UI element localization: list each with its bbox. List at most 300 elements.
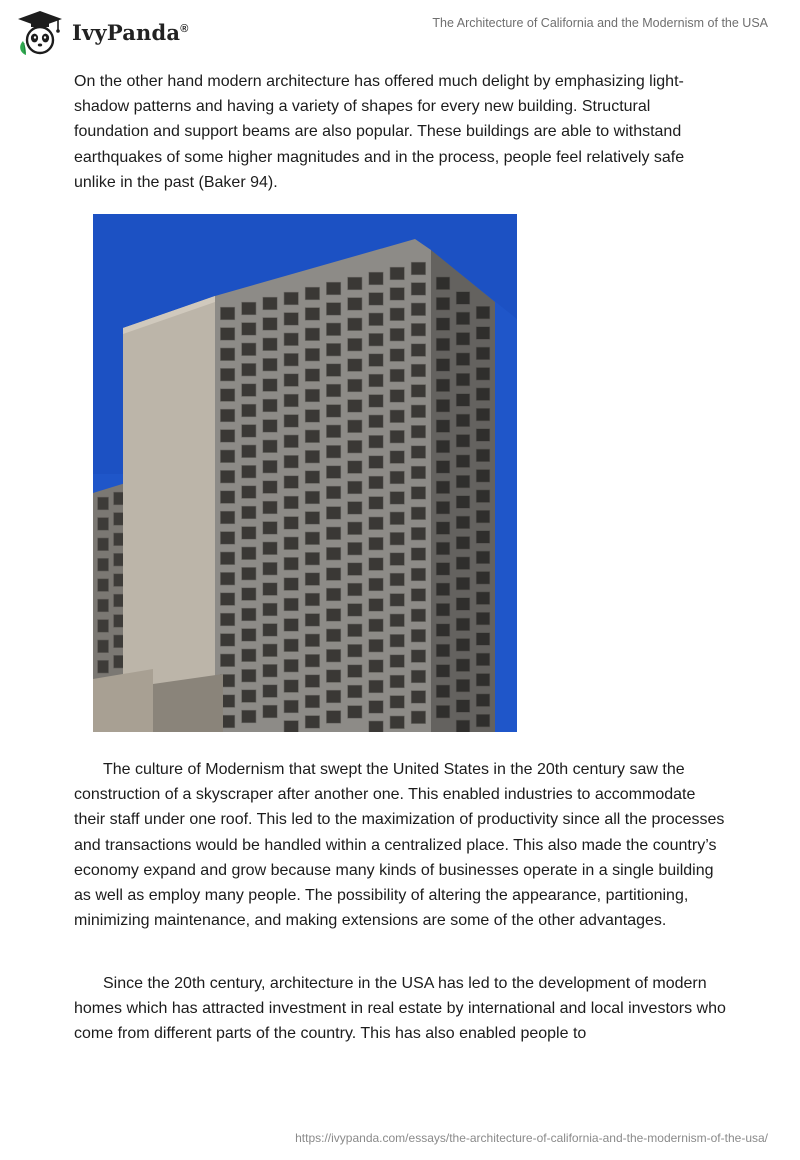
window: [242, 547, 256, 560]
window: [242, 690, 256, 703]
window: [326, 425, 340, 438]
window: [263, 522, 277, 535]
window: [326, 690, 340, 703]
window: [263, 440, 277, 453]
window: [456, 700, 470, 713]
window: [263, 624, 277, 637]
window: [305, 552, 319, 565]
window: [284, 476, 298, 489]
window: [476, 551, 490, 564]
window: [456, 394, 470, 407]
registered-mark: ®: [180, 22, 189, 35]
paragraph-text: Since the 20th century, architecture in the USA has led to the development of modern homes which has attracted investment in real estate by international and local investors who come from different parts of the country. This has also enabled people to: [74, 975, 726, 1043]
window: [456, 639, 470, 652]
window: [284, 496, 298, 509]
window: [390, 390, 404, 403]
window: [390, 634, 404, 647]
window: [436, 359, 450, 372]
window: [326, 445, 340, 458]
window: [456, 618, 470, 631]
window: [348, 706, 362, 719]
window: [436, 440, 450, 453]
window: [436, 501, 450, 514]
window: [369, 660, 383, 673]
window: [411, 568, 425, 581]
window: [326, 527, 340, 540]
window: [326, 405, 340, 418]
window: [456, 292, 470, 305]
window: [284, 415, 298, 428]
window: [305, 389, 319, 402]
window: [263, 338, 277, 351]
window: [456, 353, 470, 366]
window: [305, 573, 319, 586]
window: [456, 475, 470, 488]
window: [242, 404, 256, 417]
window: [284, 353, 298, 366]
window: [220, 634, 234, 647]
window: [326, 384, 340, 397]
window: [114, 533, 125, 546]
window: [263, 664, 277, 677]
window: [284, 374, 298, 387]
window: [456, 312, 470, 325]
window: [263, 460, 277, 473]
window: [476, 429, 490, 442]
window: [369, 374, 383, 387]
window: [326, 343, 340, 356]
window: [263, 358, 277, 371]
window: [305, 328, 319, 341]
window: [305, 716, 319, 729]
window: [411, 425, 425, 438]
window: [242, 669, 256, 682]
window: [326, 466, 340, 479]
brand-text: IvyPanda: [72, 19, 181, 45]
window: [390, 492, 404, 505]
window: [326, 629, 340, 642]
window: [411, 344, 425, 357]
window: [456, 333, 470, 346]
window: [284, 619, 298, 632]
building-image: [93, 214, 517, 732]
window: [242, 629, 256, 642]
window: [242, 527, 256, 540]
window: [390, 308, 404, 321]
window: [220, 511, 234, 524]
window: [348, 563, 362, 576]
window: [369, 497, 383, 510]
window: [436, 338, 450, 351]
window: [242, 384, 256, 397]
window: [390, 553, 404, 566]
window: [476, 449, 490, 462]
window: [476, 470, 490, 483]
window: [436, 705, 450, 718]
window: [456, 516, 470, 529]
page-header: [0, 0, 800, 60]
window: [369, 537, 383, 550]
window: [284, 598, 298, 611]
window: [114, 513, 125, 526]
body-paragraph-3: [74, 971, 726, 1047]
window: [305, 369, 319, 382]
window: [476, 633, 490, 646]
window: [411, 385, 425, 398]
window: [263, 379, 277, 392]
base-building: [93, 669, 153, 732]
window: [476, 531, 490, 544]
window: [263, 318, 277, 331]
window: [326, 303, 340, 316]
window: [284, 578, 298, 591]
window: [326, 609, 340, 622]
window: [220, 409, 234, 422]
window: [242, 486, 256, 499]
window: [411, 364, 425, 377]
window: [284, 639, 298, 652]
window: [348, 461, 362, 474]
window: [220, 307, 234, 320]
window: [305, 532, 319, 545]
window: [390, 288, 404, 301]
window: [305, 308, 319, 321]
window: [476, 490, 490, 503]
window: [114, 615, 125, 628]
window: [98, 660, 109, 673]
window: [263, 399, 277, 412]
window: [436, 420, 450, 433]
window: [263, 562, 277, 575]
window: [476, 388, 490, 401]
window: [326, 323, 340, 336]
window: [436, 624, 450, 637]
window: [305, 695, 319, 708]
window: [456, 455, 470, 468]
window: [284, 313, 298, 326]
window: [326, 711, 340, 724]
window: [456, 659, 470, 672]
window: [390, 349, 404, 362]
tower-side-wall: [123, 296, 215, 732]
window: [326, 649, 340, 662]
window: [263, 542, 277, 555]
window: [220, 532, 234, 545]
window: [263, 501, 277, 514]
window: [348, 440, 362, 453]
window: [411, 507, 425, 520]
window: [326, 282, 340, 295]
window: [348, 359, 362, 372]
window: [390, 675, 404, 688]
window: [284, 455, 298, 468]
window: [436, 665, 450, 678]
window: [242, 710, 256, 723]
window: [456, 557, 470, 570]
window: [369, 415, 383, 428]
window: [242, 323, 256, 336]
window: [411, 670, 425, 683]
window: [369, 313, 383, 326]
window: [98, 640, 109, 653]
window: [348, 277, 362, 290]
window: [348, 502, 362, 515]
skyscraper-photo: [93, 214, 517, 732]
brand-name: [72, 20, 189, 45]
window: [220, 470, 234, 483]
window: [411, 303, 425, 316]
window: [390, 716, 404, 729]
window: [242, 445, 256, 458]
window: [242, 425, 256, 438]
window: [476, 653, 490, 666]
window: [476, 347, 490, 360]
window: [436, 603, 450, 616]
window: [390, 696, 404, 709]
window: [348, 665, 362, 678]
window: [326, 588, 340, 601]
ivypanda-logo[interactable]: [14, 8, 189, 60]
window: [348, 481, 362, 494]
window: [390, 328, 404, 341]
window: [436, 461, 450, 474]
window: [369, 639, 383, 652]
window: [242, 649, 256, 662]
window: [436, 481, 450, 494]
window: [305, 491, 319, 504]
window: [98, 558, 109, 571]
window: [456, 679, 470, 692]
window: [476, 408, 490, 421]
window: [220, 348, 234, 361]
window: [369, 517, 383, 530]
window: [476, 306, 490, 319]
window: [284, 435, 298, 448]
window: [436, 644, 450, 657]
window: [284, 333, 298, 346]
window: [411, 629, 425, 642]
window: [436, 297, 450, 310]
window: [220, 368, 234, 381]
window: [456, 598, 470, 611]
window: [476, 327, 490, 340]
window: [114, 553, 125, 566]
window: [348, 542, 362, 555]
body-paragraph-1: [74, 69, 726, 195]
window: [305, 410, 319, 423]
window: [348, 298, 362, 311]
window: [456, 414, 470, 427]
source-url-link[interactable]: https://ivypanda.com/essays/the-architecture-of-california-and-the-modernism-of-the-usa/: [295, 1131, 768, 1145]
window: [305, 450, 319, 463]
window: [284, 537, 298, 550]
window: [242, 302, 256, 315]
window: [411, 527, 425, 540]
window: [369, 293, 383, 306]
window: [476, 714, 490, 727]
window: [348, 583, 362, 596]
window: [263, 644, 277, 657]
window: [305, 348, 319, 361]
window: [305, 593, 319, 606]
window: [390, 471, 404, 484]
body-paragraph-2: [74, 757, 726, 933]
window: [114, 594, 125, 607]
window: [390, 410, 404, 423]
window: [220, 593, 234, 606]
window: [305, 430, 319, 443]
window: [411, 609, 425, 622]
window: [390, 573, 404, 586]
window: [98, 620, 109, 633]
window: [369, 354, 383, 367]
window: [369, 395, 383, 408]
window: [263, 481, 277, 494]
window: [390, 614, 404, 627]
window: [114, 574, 125, 587]
window: [456, 720, 470, 732]
window: [284, 517, 298, 530]
window: [348, 318, 362, 331]
window: [284, 700, 298, 713]
window: [220, 613, 234, 626]
window: [242, 363, 256, 376]
window: [326, 670, 340, 683]
window: [390, 451, 404, 464]
window: [305, 287, 319, 300]
window: [348, 379, 362, 392]
document-title: The Architecture of California and the Modernism of the USA: [432, 16, 768, 30]
window: [348, 400, 362, 413]
window: [369, 435, 383, 448]
window: [348, 338, 362, 351]
window: [242, 343, 256, 356]
window: [263, 603, 277, 616]
window: [326, 547, 340, 560]
window: [456, 577, 470, 590]
window: [390, 267, 404, 280]
window: [436, 563, 450, 576]
window: [390, 655, 404, 668]
window: [326, 507, 340, 520]
window: [98, 599, 109, 612]
window: [456, 435, 470, 448]
window: [242, 506, 256, 519]
window: [263, 705, 277, 718]
window: [284, 557, 298, 570]
window: [436, 542, 450, 555]
window: [326, 364, 340, 377]
window: [284, 680, 298, 693]
window: [411, 691, 425, 704]
window: [284, 721, 298, 732]
window: [411, 589, 425, 602]
window: [436, 277, 450, 290]
window: [348, 522, 362, 535]
window: [220, 450, 234, 463]
window: [390, 512, 404, 525]
window: [263, 583, 277, 596]
window: [369, 578, 383, 591]
window: [220, 328, 234, 341]
window: [242, 567, 256, 580]
window: [98, 579, 109, 592]
window: [411, 283, 425, 296]
window: [98, 497, 109, 510]
window: [411, 323, 425, 336]
window: [369, 721, 383, 732]
paragraph-text: On the other hand modern architecture has offered much delight by emphasizing light-shadow patterns and having a variety of shapes for every new building. Structural foundation and support beams are also popular. These buildings are able to withstand earthquakes of some higher magnitudes and in the process, people feel relatively safe unlike in the past (Baker 94).: [74, 73, 685, 191]
window: [436, 399, 450, 412]
window: [411, 650, 425, 663]
window: [436, 379, 450, 392]
window: [305, 654, 319, 667]
window: [411, 487, 425, 500]
window: [390, 594, 404, 607]
window: [390, 430, 404, 443]
window: [326, 568, 340, 581]
window: [114, 655, 125, 668]
window: [456, 537, 470, 550]
window: [348, 420, 362, 433]
window: [263, 420, 277, 433]
window: [436, 318, 450, 331]
window: [411, 711, 425, 724]
window: [98, 538, 109, 551]
window: [348, 604, 362, 617]
window: [369, 272, 383, 285]
window: [390, 532, 404, 545]
window: [220, 491, 234, 504]
window: [411, 548, 425, 561]
window: [263, 685, 277, 698]
window: [326, 486, 340, 499]
window: [476, 694, 490, 707]
window: [369, 333, 383, 346]
window: [476, 368, 490, 381]
window: [476, 572, 490, 585]
window: [369, 476, 383, 489]
window: [220, 572, 234, 585]
window: [369, 456, 383, 469]
window: [456, 373, 470, 386]
window: [476, 592, 490, 605]
window: [114, 635, 125, 648]
window: [369, 619, 383, 632]
window: [220, 552, 234, 565]
window: [220, 389, 234, 402]
window: [284, 292, 298, 305]
window: [411, 446, 425, 459]
window: [348, 624, 362, 637]
paragraph-text: The culture of Modernism that swept the United States in the 20th century saw the construction of a skyscraper after another one. This enabled industries to accommodate their staff under one roof. This led to the maximization of productivity since all the processes and transactions would be handled within a centralized place. This also made the country’s economy expand and grow because many kinds of businesses operate in a single building as well as employ many people. The possibility of altering the appearance, partitioning, minimizing maintenance, and making extensions are some of the other advantages.: [74, 761, 725, 930]
window: [348, 685, 362, 698]
window: [284, 659, 298, 672]
window: [305, 675, 319, 688]
window: [305, 512, 319, 525]
window: [476, 674, 490, 687]
window: [369, 680, 383, 693]
window: [369, 701, 383, 714]
window: [220, 430, 234, 443]
window: [436, 522, 450, 535]
window: [305, 614, 319, 627]
window: [242, 608, 256, 621]
window: [220, 654, 234, 667]
window: [348, 644, 362, 657]
window: [284, 394, 298, 407]
window: [305, 634, 319, 647]
